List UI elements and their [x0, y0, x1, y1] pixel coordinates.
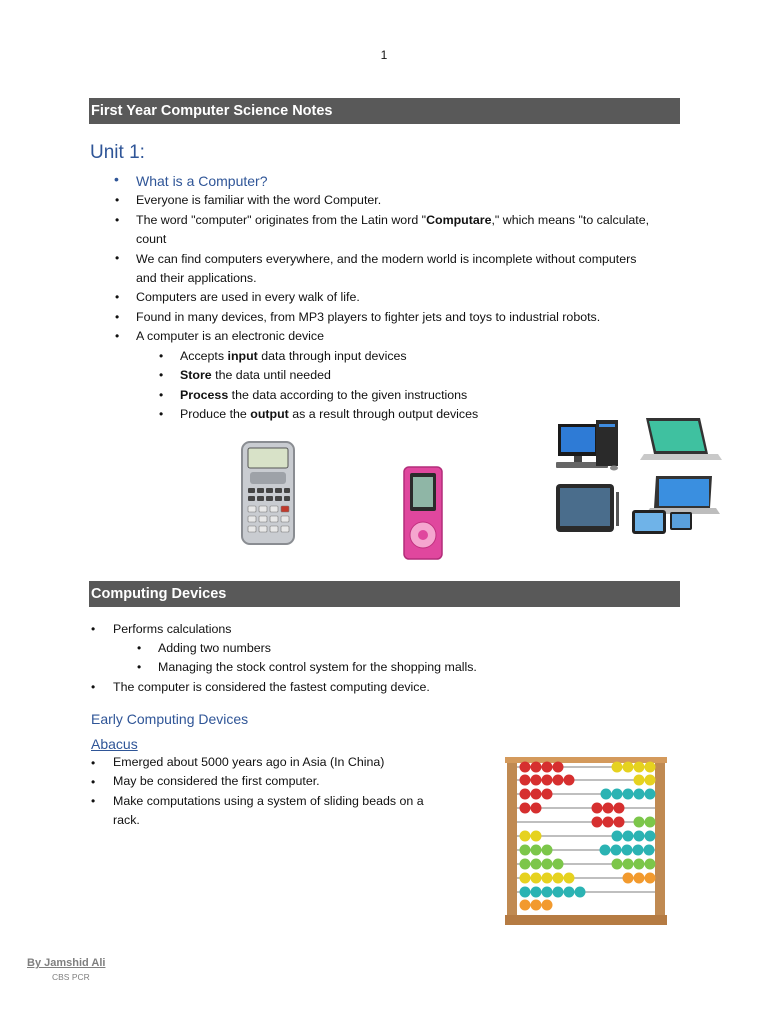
list-item: The computer is considered the fastest computing device. [113, 680, 430, 694]
page-number: 1 [380, 48, 388, 62]
bullet-icon: • [137, 641, 142, 655]
bullet-icon: • [115, 193, 120, 207]
list-item: We can find computers everywhere, and the modern world is incomplete without computers [136, 252, 637, 266]
bullet-icon: • [91, 622, 96, 636]
list-text: The word "computer" originates from the Latin word " [136, 213, 427, 227]
bullet-icon: • [115, 213, 120, 227]
abacus-icon [505, 755, 667, 927]
list-text: as a result through output devices [288, 407, 479, 421]
list-item: Managing the stock control system for the shopping malls. [158, 660, 477, 674]
list-item [136, 211, 649, 231]
bold-term: Computare [426, 213, 492, 227]
bullet-icon: • [91, 680, 96, 694]
mp3-player-icon [402, 465, 444, 561]
list-item: Adding two numbers [158, 641, 271, 655]
list-item: Make computations using a system of sliding beads on a [113, 794, 424, 808]
bullet-icon: • [114, 171, 119, 187]
list-item [180, 386, 467, 406]
bullet-icon: • [159, 349, 164, 363]
bullet-icon: • [115, 329, 120, 343]
bullet-icon: • [159, 388, 164, 402]
bullet-icon: • [91, 775, 96, 789]
author-name: By Jamshid Ali [27, 957, 106, 969]
bullet-icon: • [159, 407, 164, 421]
list-item-continued: rack. [113, 813, 140, 827]
list-item [180, 366, 331, 386]
list-text: the data according to the given instructions [228, 388, 468, 402]
bullet-icon: • [91, 794, 96, 808]
bullet-icon: • [159, 368, 164, 382]
bold-term: output [250, 407, 289, 421]
early-devices-heading: Early Computing Devices [91, 711, 249, 727]
unit-title: Unit 1: [90, 142, 145, 163]
bullet-icon: • [91, 756, 96, 770]
list-item [180, 347, 407, 367]
list-text: Accepts [180, 349, 228, 363]
bullet-icon: • [115, 290, 120, 304]
bullet-icon: • [115, 310, 120, 324]
list-item: A computer is an electronic device [136, 329, 325, 343]
list-text: ," which means "to calculate, [491, 213, 650, 227]
section-subheading: What is a Computer? [136, 173, 268, 189]
list-text: the data until needed [211, 368, 331, 382]
list-text: data through input devices [257, 349, 407, 363]
list-item: Everyone is familiar with the word Computer. [136, 193, 382, 207]
bullet-icon: • [115, 251, 120, 265]
bullet-icon: • [137, 660, 142, 674]
list-item: May be considered the first computer. [113, 774, 320, 788]
calculator-icon [240, 440, 296, 546]
list-item: Computers are used in every walk of life. [136, 290, 360, 304]
header-banner: First Year Computer Science Notes [89, 98, 680, 124]
bold-term: input [227, 349, 258, 363]
list-item-continued: count [136, 232, 167, 246]
section-banner: Computing Devices [89, 581, 680, 607]
list-item: Found in many devices, from MP3 players to fighter jets and toys to industrial robots. [136, 310, 601, 324]
computers-collage-icon [552, 414, 724, 540]
bold-term: Process [180, 388, 229, 402]
list-item [180, 405, 478, 425]
bold-term: Store [180, 368, 212, 382]
author-affiliation: CBS PCR [52, 972, 90, 982]
list-item: Performs calculations [113, 622, 232, 636]
list-item: Emerged about 5000 years ago in Asia (In China) [113, 755, 385, 769]
abacus-heading: Abacus [91, 736, 138, 752]
list-item-continued: and their applications. [136, 271, 257, 285]
list-text: Produce the [180, 407, 251, 421]
